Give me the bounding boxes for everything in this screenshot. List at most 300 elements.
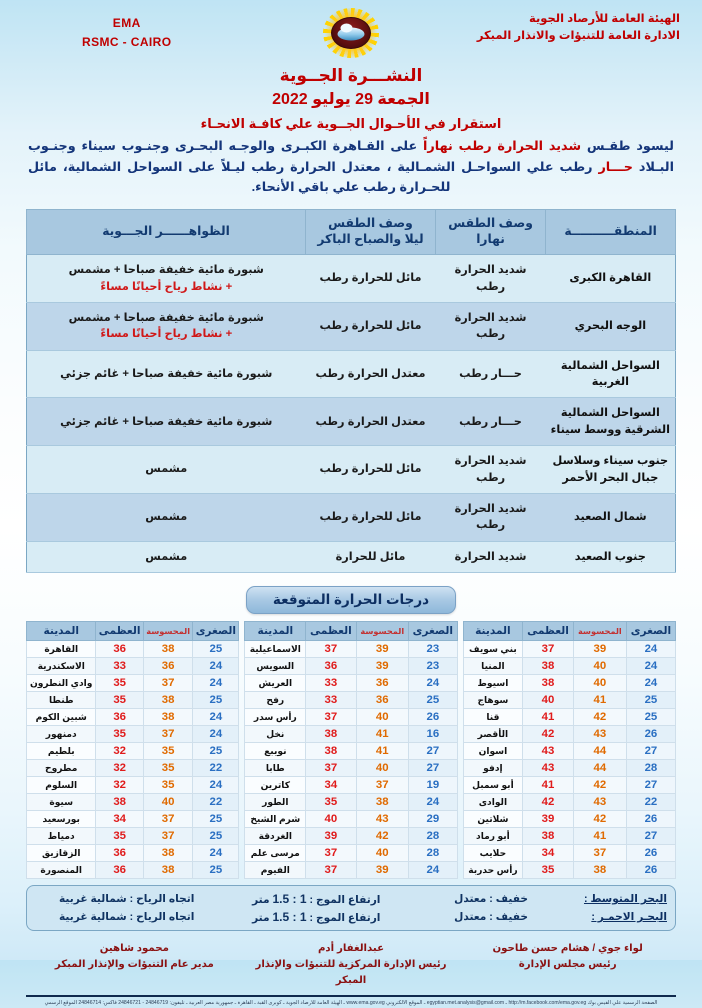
temp-cell-city: الفيوم [245,862,306,879]
temp-row [463,692,675,709]
temp-cell-felt: 37 [143,828,193,845]
phenomena-text: مشمس [145,550,188,563]
phenomena-cell-day: شديد الحرارة رطب [435,446,545,494]
phenomena-cell-region: جنوب الصعيد [546,541,676,572]
phenomena-cell-day: حـــار رطب [435,350,545,398]
temp-row [245,692,457,709]
phenomena-cell-region: شمال الصعيد [546,493,676,541]
th-max: العظمى [306,622,356,641]
temp-cell-felt: 36 [356,692,409,709]
temp-cell-max: 36 [96,641,143,658]
temp-column-right [26,621,239,879]
temp-cell-min: 22 [193,760,239,777]
temp-row [27,641,239,658]
ema-rsmc-label [82,14,171,51]
phenomena-cell-night: مائل للحرارة رطب [306,493,436,541]
temp-row [245,862,457,879]
temp-cell-min: 25 [193,828,239,845]
phenomena-row [27,302,676,350]
temp-row [463,862,675,879]
temp-cell-felt: 39 [356,641,409,658]
temp-cell-felt: 40 [356,709,409,726]
temp-cell-min: 25 [193,862,239,879]
phenomena-cell-region: الوجه البحري [546,302,676,350]
temps-section-title: درجات الحرارة المتوقعة [246,586,456,614]
temp-cell-felt: 43 [573,794,626,811]
temp-cell-felt: 38 [143,845,193,862]
bulletin-date: الجمعة 29 يوليو 2022 [272,91,430,108]
temp-row [245,794,457,811]
temp-row [463,777,675,794]
temp-cell-min: 24 [193,709,239,726]
temp-cell-city: بني سويف [463,641,522,658]
temp-row [245,726,457,743]
summary-post: رطب علي السواحـل الشمـالية ، معتدل الحرارة رطب ليـلاً على السواحل الشمالية، مائل للحـرارة رطب علي باقي الأنحاء. [28,158,599,195]
temp-header-row [27,622,239,641]
temp-cell-max: 34 [523,845,574,862]
temp-cell-min: 24 [409,862,458,879]
temp-row [27,777,239,794]
phenomena-body [27,255,676,573]
temp-cell-felt: 37 [573,845,626,862]
ema-logo-icon [323,8,379,58]
temp-cell-min: 24 [626,675,675,692]
temp-cell-max: 32 [96,743,143,760]
temp-cell-max: 38 [306,743,356,760]
temp-cell-city: الزقازيق [27,845,96,862]
org-line-2: الادارة العامة للتنبؤات والانذار المبكر [476,30,680,43]
temp-cell-max: 42 [523,726,574,743]
phenomena-cell-night: معتدل الحرارة رطب [306,350,436,398]
temp-header-row [463,622,675,641]
temp-cell-felt: 41 [573,692,626,709]
temp-table-left [463,621,676,879]
temp-row [245,658,457,675]
temp-cell-max: 35 [306,794,356,811]
temp-row [463,709,675,726]
temp-cell-min: 28 [409,828,458,845]
temp-row [463,828,675,845]
th-max: العظمى [96,622,143,641]
temp-row [245,675,457,692]
temp-cell-city: مطروح [27,760,96,777]
temp-cell-city: سيوة [27,794,96,811]
temp-cell-max: 37 [306,709,356,726]
temp-row [27,811,239,828]
temp-row [463,641,675,658]
temp-cell-city: طابا [245,760,306,777]
temp-row [245,709,457,726]
temp-cell-city: دمياط [27,828,96,845]
temp-row [463,760,675,777]
temp-cell-city: اسيوط [463,675,522,692]
temp-cell-felt: 42 [573,811,626,828]
temp-row [463,794,675,811]
logo-disc [331,17,371,49]
temp-cell-felt: 38 [143,709,193,726]
temp-cell-city: وادي النطرون [27,675,96,692]
temp-cell-min: 25 [193,743,239,760]
temp-cell-min: 25 [626,709,675,726]
sea-state: خفيف : معتدل [454,893,528,905]
sea-wind-direction: اتجاه الرياح : شمالية غربية [59,911,195,923]
temp-cell-max: 37 [306,760,356,777]
temp-cell-felt: 42 [573,709,626,726]
sea-name: البحر المتوسط : [583,893,667,905]
temp-body-right [27,641,239,879]
temp-cell-felt: 44 [573,743,626,760]
temp-cell-max: 33 [306,692,356,709]
temp-cell-felt: 44 [573,760,626,777]
signature-name: عبدالغفار أدم [317,943,385,954]
temp-cell-max: 39 [523,811,574,828]
temp-cell-max: 32 [96,760,143,777]
temp-cell-felt: 38 [143,692,193,709]
phenomena-row [27,446,676,494]
headline-text: استقرار في الأحـوال الجــوية علي كافـة الانحـاء [200,116,502,131]
temp-cell-max: 38 [96,794,143,811]
bulletin-header [12,0,690,62]
organization-names [477,11,680,46]
phenomena-row [27,350,676,398]
temp-cell-city: شبين الكوم [27,709,96,726]
org-line-1: الهيئة العامة للأرصاد الجوية [528,13,680,25]
phenomena-cell-phenomena [27,350,306,398]
temp-cell-city: العريش [245,675,306,692]
temp-cell-min: 25 [193,692,239,709]
temp-row [463,658,675,675]
temp-cell-felt: 39 [356,658,409,675]
temp-cell-city: أبو سمبل [463,777,522,794]
temp-cell-max: 41 [523,777,574,794]
temp-cell-min: 19 [409,777,458,794]
temp-row [245,828,457,845]
temp-table-middle [244,621,457,879]
th-min: الصغرى [409,622,458,641]
phenomena-text: شبورة مائية خفيفة صباحا + غائم جزئي [60,367,273,380]
temp-cell-city: المنيا [463,658,522,675]
rsmc-cairo: RSMC - CAIRO [82,34,172,49]
temp-cell-city: حلايب [463,845,522,862]
temp-cell-min: 23 [409,658,458,675]
temp-cell-city: الغردقة [245,828,306,845]
th-night-line-2: ليلا والصباح الباكر [317,232,424,247]
temp-cell-felt: 37 [143,675,193,692]
temp-body-middle [245,641,457,879]
temp-row [245,743,457,760]
signatures-row [26,941,676,988]
th-city: المدينة [463,622,522,641]
temp-cell-felt: 36 [143,658,193,675]
signature-title: رئيس الإدارة المركزية للتنبؤات والإنذار المبكر [255,958,447,986]
temp-cell-city: شلاتين [463,811,522,828]
temp-cell-felt: 40 [143,794,193,811]
signature-block [459,941,676,988]
temp-row [463,845,675,862]
temp-row [27,794,239,811]
phenomena-cell-night: مائل للحرارة رطب [306,255,436,303]
th-day-line-1: وصف الطقس [448,216,533,231]
temp-cell-city: مرسى علم [245,845,306,862]
signature-block [26,941,243,988]
summary-paragraph [28,136,674,198]
temp-cell-felt: 35 [143,760,193,777]
temp-row [27,726,239,743]
temp-cell-max: 37 [306,641,356,658]
temp-cell-felt: 40 [573,675,626,692]
temp-header-row [245,622,457,641]
temp-cell-city: الاسكندرية [27,658,96,675]
phenomena-row [27,255,676,303]
temp-cell-max: 34 [306,777,356,794]
temp-cell-min: 25 [193,641,239,658]
temp-cell-city: نخل [245,726,306,743]
footer-divider [26,995,676,997]
temp-cell-city: كاترين [245,777,306,794]
temp-cell-max: 33 [96,658,143,675]
th-max: العظمى [523,622,574,641]
temp-column-left [463,621,676,879]
temp-cell-felt: 41 [356,726,409,743]
temp-cell-min: 25 [626,692,675,709]
temp-cell-city: إدفو [463,760,522,777]
temp-row [245,845,457,862]
temp-row [245,760,457,777]
temps-title-row [12,586,690,614]
sea-conditions-box [26,885,676,931]
summary-mid: على القـاهرة الكبـرى والوجـه البحـرى وجنـوب سيناء وجنـوب البـلاد [28,138,674,174]
temp-cell-max: 39 [306,828,356,845]
temp-cell-min: 22 [193,794,239,811]
signature-block [243,941,460,988]
temp-cell-min: 26 [626,811,675,828]
footer-legal-text: الصفحة الرسمية علي الفيس بوك http://m.facebook.com/ema.gov.eg ـ egyptian.met.analysis@gmail.com ـ الموقع الالكتروني www.ema.gov.eg ـ الهيئة العامة للأرصاد الجوية ـ كوبرى القبة ـ القاهرة ـ جمهورية مصر العربية ـ تليفون: 24846719 - 24846721 فاكس: 24846714 الموقع الرسمي [44,1000,658,1007]
phenomena-cell-day: شديد الحرارة [435,541,545,572]
temp-cell-felt: 40 [573,658,626,675]
phenomena-cell-phenomena [27,302,306,350]
temp-cell-max: 35 [523,862,574,879]
phenomena-cell-phenomena [27,493,306,541]
temp-cell-felt: 40 [356,845,409,862]
temp-cell-felt: 38 [143,862,193,879]
temp-cell-city: دمنهور [27,726,96,743]
temp-cell-felt: 41 [356,743,409,760]
temp-cell-max: 42 [523,794,574,811]
temp-column-middle [244,621,457,879]
temp-row [245,641,457,658]
temp-row [27,862,239,879]
temp-cell-max: 35 [96,675,143,692]
temp-cell-city: القاهرة [27,641,96,658]
temp-cell-max: 34 [96,811,143,828]
temp-cell-city: الاسماعيلية [245,641,306,658]
sea-wave-height: ارتفاع الموج : 1 : 1.5 متر [252,910,381,924]
phenomena-cell-night: مائل للحرارة رطب [306,446,436,494]
temp-cell-max: 33 [306,675,356,692]
temp-cell-felt: 37 [356,777,409,794]
phenomena-wind-note: + نشاط رياح أحيانًا مساءً [100,280,233,293]
temp-cell-felt: 38 [356,794,409,811]
phenomena-table-wrapper [26,209,676,573]
temp-cell-city: نويبع [245,743,306,760]
phenomena-cell-phenomena [27,446,306,494]
ema-abbrev: EMA [112,16,141,30]
temp-cell-city: المنصورة [27,862,96,879]
temp-cell-felt: 41 [573,828,626,845]
phenomena-cell-phenomena [27,398,306,446]
temp-cell-max: 38 [523,658,574,675]
temp-cell-max: 37 [523,641,574,658]
phenomena-row [27,493,676,541]
temp-cell-felt: 38 [143,641,193,658]
temp-cell-max: 37 [306,862,356,879]
phenomena-cell-region: السواحل الشمالية الشرقية ووسط سيناء [546,398,676,446]
phenomena-cell-phenomena [27,255,306,303]
signature-name: محمود شاهين [99,943,169,954]
temp-cell-felt: 42 [573,777,626,794]
temp-cell-city: شرم الشيخ [245,811,306,828]
temp-cell-min: 22 [626,794,675,811]
temp-cell-min: 24 [193,726,239,743]
temp-cell-max: 38 [523,828,574,845]
temp-cell-max: 32 [96,777,143,794]
temp-cell-max: 35 [96,692,143,709]
temp-cell-city: السلوم [27,777,96,794]
phenomena-cell-region: جنوب سيناء وسلاسل جبال البحر الأحمر [546,446,676,494]
temp-row [27,709,239,726]
temp-cell-city: بورسعيد [27,811,96,828]
temp-cell-min: 26 [626,845,675,862]
th-min: الصغرى [626,622,675,641]
temp-cell-max: 35 [96,828,143,845]
th-felt: المحسوسة [573,622,626,641]
temp-cell-felt: 35 [143,777,193,794]
cloud-icon [338,27,365,40]
temp-cell-felt: 42 [356,828,409,845]
temp-cell-min: 24 [193,777,239,794]
temp-cell-min: 24 [193,845,239,862]
phenomena-cell-day: شديد الحرارة رطب [435,255,545,303]
page-title: النشـــرة الجــوية [279,66,423,85]
temp-cell-min: 27 [409,760,458,777]
temp-cell-min: 26 [626,862,675,879]
phenomena-text: مشمس [145,511,188,524]
th-night-weather [306,210,436,255]
temp-row [27,658,239,675]
phenomena-cell-night: مائل للحرارة [306,541,436,572]
temp-table-right [26,621,239,879]
temp-row [27,692,239,709]
phenomena-header-row [27,210,676,255]
th-region: المنطقــــــــــة [546,210,676,255]
temp-cell-max: 37 [306,845,356,862]
th-city: المدينة [245,622,306,641]
sea-wind-direction: اتجاه الرياح : شمالية غربية [59,893,195,905]
temp-row [463,675,675,692]
temp-cell-city: بلطيم [27,743,96,760]
temp-cell-city: رأس سدر [245,709,306,726]
temp-cell-felt: 43 [356,811,409,828]
temp-cell-max: 36 [306,658,356,675]
signature-title: مدير عام التنبؤات والإنذار المبكر [54,958,214,970]
sea-state: خفيف : معتدل [454,911,528,923]
temp-cell-min: 24 [193,675,239,692]
temp-cell-felt: 38 [573,862,626,879]
phenomena-text: مشمس [145,463,188,476]
temp-cell-city: رأس حدربة [463,862,522,879]
temp-cell-city: قنا [463,709,522,726]
temp-cell-felt: 39 [356,862,409,879]
temp-row [463,743,675,760]
phenomena-cell-day: شديد الحرارة رطب [435,302,545,350]
phenomena-cell-phenomena [27,541,306,572]
sea-name: البحـر الاحمـر : [591,911,667,923]
th-city: المدينة [27,622,96,641]
temp-cell-min: 27 [409,743,458,760]
phenomena-text: شبورة مائية خفيفة صباحا + غائم جزئي [60,415,273,428]
temperature-tables [26,621,676,879]
temp-cell-city: الطور [245,794,306,811]
temp-cell-min: 24 [193,658,239,675]
phenomena-table [26,209,676,573]
phenomena-text: شبورة مائية خفيفة صباحا + مشمس [68,264,264,277]
temp-cell-city: اسوان [463,743,522,760]
temp-cell-max: 41 [523,709,574,726]
temp-row [27,760,239,777]
th-min: الصغرى [193,622,239,641]
temp-cell-city: سوهاج [463,692,522,709]
temp-cell-city: السويس [245,658,306,675]
temp-cell-city: طنطا [27,692,96,709]
temp-cell-min: 24 [626,658,675,675]
th-felt: المحسوسة [143,622,193,641]
summary-pre: ليسود طقـس [581,138,674,153]
temp-cell-felt: 37 [143,811,193,828]
temp-cell-max: 36 [96,862,143,879]
temp-cell-max: 43 [523,743,574,760]
summary-hot-1: شديد الحرارة رطب نهاراً [423,138,582,153]
temp-cell-city: الأقصر [463,726,522,743]
temp-cell-max: 35 [96,726,143,743]
phenomena-wind-note: + نشاط رياح أحيانًا مساءً [100,328,233,341]
temp-cell-city: رفح [245,692,306,709]
temp-cell-max: 40 [523,692,574,709]
th-phenomena: الظواهــــــر الجـــوية [27,210,306,255]
temp-cell-max: 38 [306,726,356,743]
temp-cell-felt: 39 [573,641,626,658]
sea-condition-row [35,908,667,926]
phenomena-text: شبورة مائية خفيفة صباحا + مشمس [68,311,264,324]
temp-cell-felt: 35 [143,743,193,760]
temp-row [463,726,675,743]
temp-cell-max: 40 [306,811,356,828]
phenomena-cell-region: القاهرة الكبرى [546,255,676,303]
temp-cell-city: أبو رماد [463,828,522,845]
phenomena-cell-night: معتدل الحرارة رطب [306,398,436,446]
temp-cell-max: 43 [523,760,574,777]
temp-cell-min: 23 [409,641,458,658]
temp-row [27,675,239,692]
temp-cell-min: 27 [626,828,675,845]
temp-cell-min: 29 [409,811,458,828]
temp-cell-city: الوادى [463,794,522,811]
temp-cell-min: 26 [626,726,675,743]
sea-wave-height: ارتفاع الموج : 1 : 1.5 متر [252,892,381,906]
phenomena-cell-day: حـــار رطب [435,398,545,446]
th-night-line-1: وصف الطقس [328,216,413,231]
temp-cell-min: 24 [409,794,458,811]
th-day-weather [435,210,545,255]
